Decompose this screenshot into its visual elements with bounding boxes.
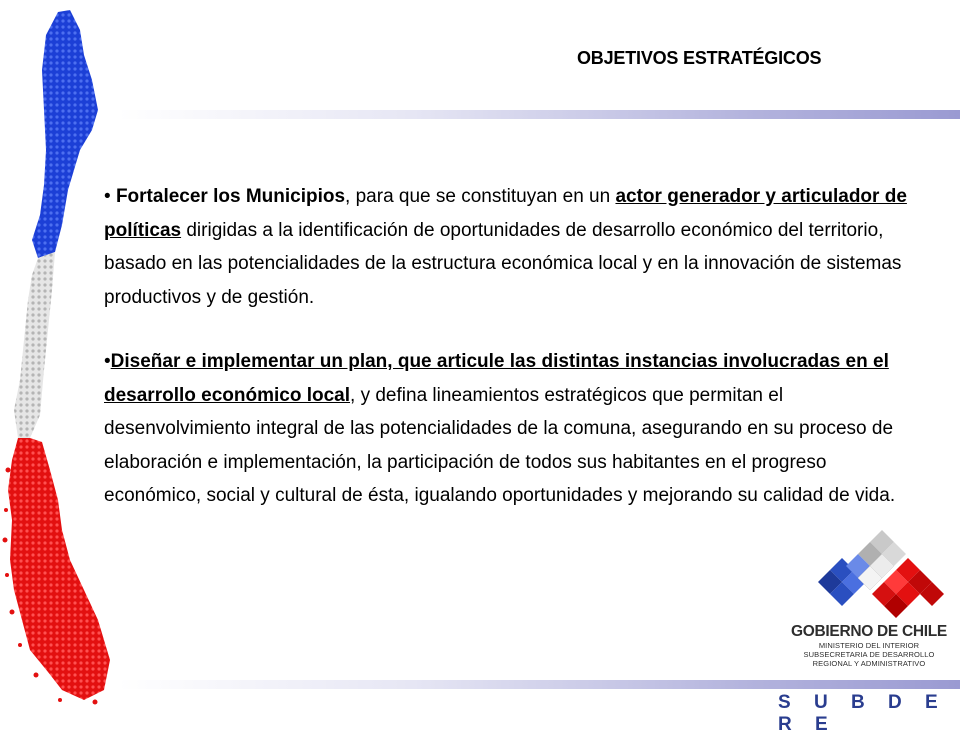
objective-paragraph-2	[104, 345, 922, 513]
top-divider-bar	[118, 110, 960, 119]
gobierno-logo-text	[784, 623, 954, 668]
objective-2-lead: Diseñar e implementar un plan, que articule las distintas instancias involucradas en el desarrollo económico local	[104, 351, 889, 406]
ministry-line-1: MINISTERIO DEL INTERIOR	[818, 641, 920, 650]
objective-1-lead: Fortalecer los Municipios	[115, 186, 346, 207]
bullet-marker: •	[104, 186, 116, 207]
objective-1-emphasis: actor generador y articulador de políticas	[104, 186, 907, 241]
bottom-divider-bar	[118, 680, 960, 689]
bullet-marker: •	[104, 351, 111, 372]
objective-2-rest: , y defina lineamientos estratégicos que permitan el desenvolvimiento integral de las potencialidades de la comuna, asegurando en su proceso de elaboración e implementación, la participación de todos sus habitantes en el progreso económico, social y cultural de ésta, igualando oportunidades y mejorando su calidad de vida.	[104, 384, 896, 506]
ministry-line-2: SUBSECRETARIA DE DESARROLLO	[803, 650, 935, 659]
ministry-line-3: REGIONAL Y ADMINISTRATIVO	[812, 659, 926, 668]
objective-paragraph-1	[104, 180, 922, 314]
objectives-text	[104, 180, 922, 513]
gobierno-name: GOBIERNO DE CHILE	[791, 623, 947, 640]
gobierno-logo-mark	[812, 530, 952, 622]
objective-1-text: , para que se constituyan en un	[345, 186, 616, 207]
subdere-label: S U B D E R E	[778, 692, 947, 735]
objective-1-rest: dirigidas a la identificación de oportunidades de desarrollo económico del territorio, basado en las potencialidades de la estructura económica local y en la innovación de sistemas productivos y de gestión.	[104, 219, 902, 308]
chile-map-illustration	[0, 0, 115, 705]
slide-title: OBJETIVOS ESTRATÉGICOS	[577, 48, 822, 68]
